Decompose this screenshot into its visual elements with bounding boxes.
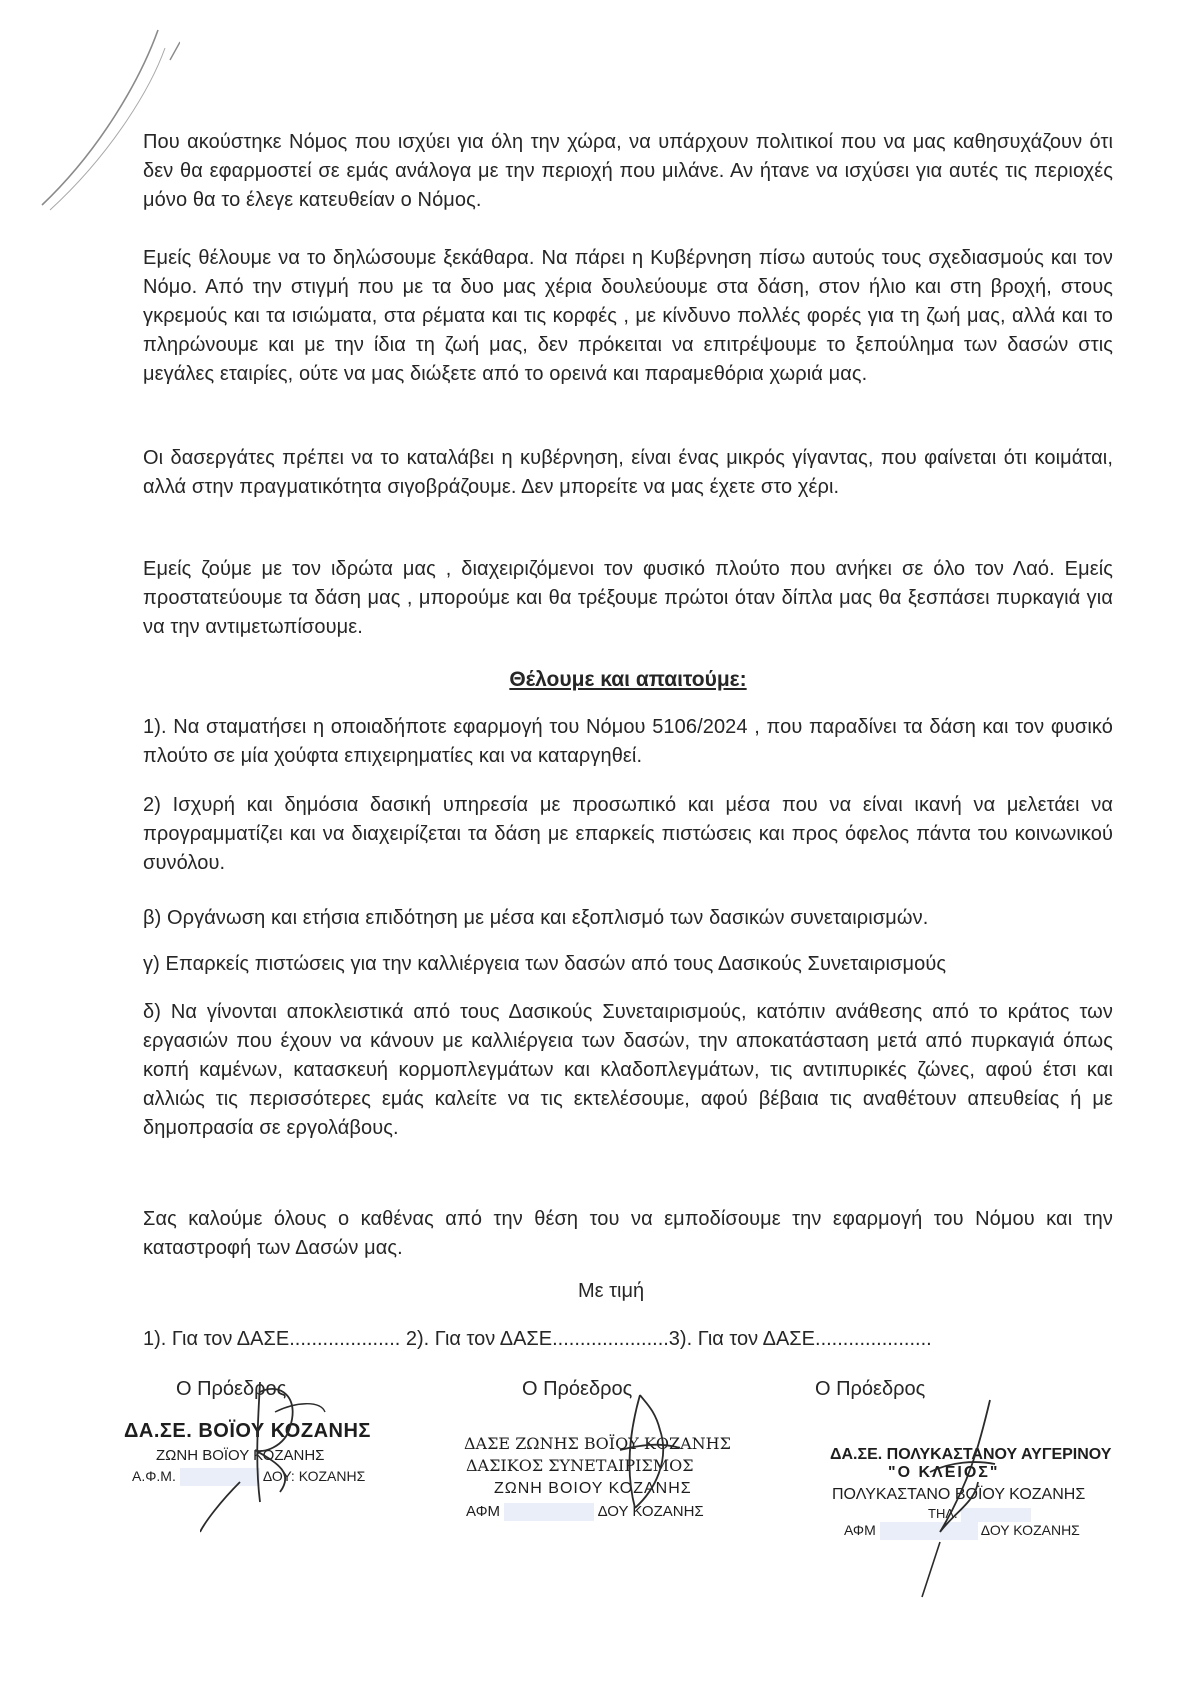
handwritten-signature-1 — [200, 1372, 360, 1542]
stamp-2-doy: ΔΟΥ ΚΟΖΑΝΗΣ — [597, 1503, 704, 1520]
stamp-3-line-3: ΠΟΛΥΚΑΣΤΑΝΟ ΒΟΪΟΥ ΚΟΖΑΝΗΣ — [832, 1486, 1086, 1503]
demand-beta: β) Οργάνωση και ετήσια επιδότηση με μέσα και εξοπλισμό των δασικών συνεταιρισμών. — [143, 907, 929, 929]
stamp-3-tel-label: ΤΗΛ. — [928, 1506, 958, 1521]
paragraph-4: Εμείς ζούμε με τον ιδρώτα μας , διαχειριζόμενοι τον φυσικό πλούτο που ανήκει σε όλο τον Λαό. Εμείς προστατεύουμε τα δάση μας , μπορούμε και θα τρέξουμε πρώτοι όταν δίπλα μας θα ξεσπάσει πυρκαγιά για να την αντιμετωπίσουμε. — [143, 558, 1113, 638]
stamp-2-line-2: ΔΑΣΙΚΟΣ ΣΥΝΕΤΑΙΡΙΣΜΟΣ — [466, 1456, 694, 1475]
president-label-3: Ο Πρόεδρος — [815, 1378, 926, 1400]
stamp-1-afm-label: Α.Φ.Μ. — [132, 1468, 176, 1484]
demand-gamma: γ) Επαρκείς πιστώσεις για την καλλιέργεια των δασών από τους Δασικούς Συνεταιρισμούς — [143, 953, 947, 975]
demand-2: 2) Ισχυρή και δημόσια δασική υπηρεσία με προσωπικό και μέσα που να είναι ικανή να μελετάει να προγραμματίζει και να διαχειρίζεται τα δάση με επαρκείς πιστώσεις και προς όφελος πάντα του κοινωνικού συνόλου. — [143, 794, 1113, 874]
stamp-2-line-3: ΖΩΝΗ ΒΟΙΟΥ ΚΟΖΑΝΗΣ — [494, 1480, 692, 1497]
closing-paragraph: Σας καλούμε όλους ο καθένας από την θέση του να εμποδίσουμε την εφαρμογή του Νόμου και την καταστροφή των Δασών μας. — [143, 1208, 1113, 1259]
demand-delta: δ) Να γίνονται αποκλειστικά από τους Δασικούς Συνεταιρισμούς, κατόπιν ανάθεσης από το κράτος των εργασιών που έχουν να κάνουν με καλλιέργεια των δασών, την αποκατάσταση μετά από πυρκαγιά όπως κοπή καμένων, κατασκευή κορμοπλεγμάτων και κλαδοπλεγμάτων, τις αντιπυρικές ζώνες, αφού έτσι και αλλιώς τις περισσότερες εμάς καλείτε να τις εκτελέσουμε, αφού βέβαια τις αναθέτουν απευθείας ή με δημοπρασία σε εργολάβους. — [143, 1001, 1113, 1139]
stamp-2-line-1: ΔΑΣΕ ΖΩΝΗΣ ΒΟΪΟΥ ΚΟΖΑΝΗΣ — [464, 1434, 731, 1453]
paragraph-2: Εμείς θέλουμε να το δηλώσουμε ξεκάθαρα. Να πάρει η Κυβέρνηση πίσω αυτούς τους σχεδιασμούς και τον Νόμο. Από την στιγμή που με τα δυο μας χέρια δουλεύουμε στα δάση, στον ήλιο και στη βροχή, στους γκρεμούς και τα ισιώματα, στα ρέματα και τις κορφές , με κίνδυνο πολλές φορές για τη ζωή μας, αλλά και το πληρώνουμε και με την ίδια τη ζωή μας, δεν πρόκειται να επιτρέψουμε το ξεπούλημα των δασών στις μεγάλες εταιρίες, ούτε να μας διώξετε από το ορεινά και παραμεθόρια χωριά μας. — [143, 247, 1113, 385]
handwritten-signature-3 — [900, 1392, 1020, 1602]
stamp-3-line-1: ΔΑ.ΣΕ. ΠΟΛΥΚΑΣΤΑΝΟΥ ΑΥΓΕΡΙΝΟΥ — [830, 1446, 1112, 1463]
redacted-afm-2 — [504, 1503, 594, 1521]
stamp-3-doy: ΔΟΥ ΚΟΖΑΝΗΣ — [980, 1521, 1080, 1538]
handwritten-signature-2 — [597, 1390, 720, 1520]
stamp-1-line-1: ΔΑ.ΣΕ. ΒΟΪΟΥ ΚΟΖΑΝΗΣ — [124, 1420, 371, 1442]
demand-1: 1). Να σταματήσει η οποιαδήποτε εφαρμογή του Νόμου 5106/2024 , που παραδίνει τα δάση και τον φυσικό πλούτο σε μία χούφτα επιχειρηματίες και να καταργηθεί. — [143, 716, 1113, 767]
president-label-1: Ο Πρόεδρος — [176, 1378, 287, 1400]
paragraph-1: Που ακούστηκε Νόμος που ισχύει για όλη την χώρα, να υπάρχουν πολιτικοί που να μας καθησυχάζουν ότι δεν θα εφαρμοστεί σε εμάς ανάλογα με την περιοχή που μιλάνε. Αν ήτανε να ισχύσει για αυτές τις περιοχές μόνο θα το έλεγε κατευθείαν ο Νόμος. — [143, 131, 1113, 211]
president-label-2: Ο Πρόεδρος — [522, 1378, 633, 1400]
demands-heading: Θέλουμε και απαιτούμε: — [509, 668, 747, 691]
stamp-2-afm-label: ΑΦΜ — [466, 1503, 501, 1520]
signature-line: 1). Για τον ΔΑΣΕ.................... 2). Για τον ΔΑΣΕ.....................3). Για τον ΔΑΣΕ..................... — [143, 1328, 932, 1350]
stamp-1-line-2: ΖΩΝΗ ΒΟΪΟΥ ΚΟΖΑΝΗΣ — [156, 1447, 325, 1464]
closing-honor: Με τιμή — [578, 1280, 645, 1302]
stamp-1-doy: ΔΟΥ: ΚΟΖΑΝΗΣ — [262, 1468, 366, 1484]
stamp-3-afm-label: ΑΦΜ — [844, 1521, 876, 1538]
stamp-3-line-2: "Ο ΚΛΕΙΟΣ" — [888, 1464, 1000, 1481]
paragraph-3: Οι δασεργάτες πρέπει να το καταλάβει η κυβέρνηση, είναι ένας μικρός γίγαντας, που φαίνεται ότι κοιμάται, αλλά στην πραγματικότητα σιγοβράζουμε. Δεν μπορείτε να μας έχετε στο χέρι. — [143, 447, 1113, 498]
